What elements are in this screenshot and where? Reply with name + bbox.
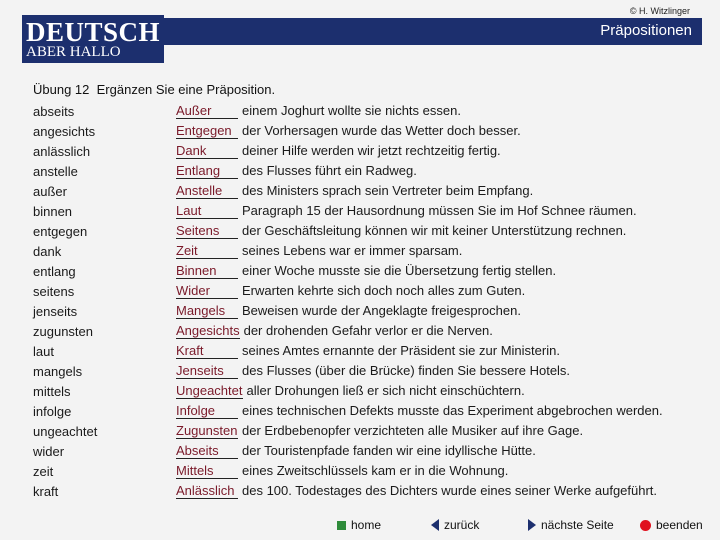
answer-blank[interactable]: Anlässlich bbox=[176, 483, 238, 499]
next-page-button[interactable] bbox=[528, 517, 614, 533]
sentence-row bbox=[176, 222, 663, 242]
word-item: zeit bbox=[33, 464, 54, 479]
home-button[interactable] bbox=[337, 517, 381, 533]
sentence-text: der Vorhersagen wurde das Wetter doch besser. bbox=[242, 123, 521, 138]
sentence-text: der Erdbebenopfer verzichteten alle Musiker auf ihre Gage. bbox=[242, 423, 584, 438]
sentence-text: aller Drohungen ließ er sich nicht einschüchtern. bbox=[246, 383, 525, 398]
sentence-text: des 100. Todestages des Dichters wurde eines seiner Werke aufgeführt. bbox=[242, 483, 658, 498]
sentence-row bbox=[176, 102, 663, 122]
sentence-text: eines technischen Defekts musste das Experiment abgebrochen werden. bbox=[242, 403, 663, 418]
word-item: außer bbox=[33, 184, 67, 199]
word-item: seitens bbox=[33, 284, 75, 299]
exercise-number: Übung 12 bbox=[33, 82, 90, 97]
sentence-row bbox=[176, 342, 663, 362]
sentence-text: seines Lebens war er immer sparsam. bbox=[242, 243, 463, 258]
sentence-text: der Touristenpfade fanden wir eine idyllische Hütte. bbox=[242, 443, 536, 458]
sentence-row bbox=[176, 162, 663, 182]
back-button[interactable] bbox=[431, 517, 479, 533]
word-item: jenseits bbox=[33, 304, 78, 319]
red-dot-icon bbox=[640, 520, 651, 531]
sentence-row bbox=[176, 242, 663, 262]
sentence-row bbox=[176, 262, 663, 282]
sentence-row bbox=[176, 382, 663, 402]
sentence-row bbox=[176, 482, 663, 502]
sentence-row bbox=[176, 362, 663, 382]
answer-blank[interactable]: Dank bbox=[176, 143, 238, 159]
logo-main-text: DEUTSCH bbox=[25, 17, 161, 47]
home-label: home bbox=[351, 518, 382, 532]
sentence-text: des Flusses (über die Brücke) finden Sie bessere Hotels. bbox=[242, 363, 571, 378]
end-label: beenden bbox=[656, 518, 703, 532]
answer-blank[interactable]: Entgegen bbox=[176, 123, 238, 139]
sentence-text: Beweisen wurde der Angeklagte freigesprochen. bbox=[242, 303, 521, 318]
word-item: zugunsten bbox=[33, 324, 93, 339]
sentence-text: des Ministers sprach sein Vertreter beim Empfang. bbox=[242, 183, 534, 198]
sentence-row bbox=[176, 202, 663, 222]
answer-blank[interactable]: Wider bbox=[176, 283, 238, 299]
word-list bbox=[33, 103, 97, 503]
sentence-text: deiner Hilfe werden wir jetzt rechtzeitig fertig. bbox=[242, 143, 501, 158]
sentence-text: einer Woche musste sie die Übersetzung fertig stellen. bbox=[242, 263, 557, 278]
answer-blank[interactable]: Ungeachtet bbox=[176, 383, 243, 398]
answer-blank[interactable]: Infolge bbox=[176, 403, 238, 419]
word-item: dank bbox=[33, 244, 62, 259]
page-title: Präpositionen bbox=[600, 22, 692, 39]
answer-blank[interactable]: Kraft bbox=[176, 343, 238, 359]
word-item: laut bbox=[33, 344, 54, 359]
answer-blank[interactable]: Außer bbox=[176, 103, 238, 119]
answer-blank[interactable]: Mangels bbox=[176, 303, 238, 319]
next-label: nächste Seite bbox=[541, 518, 614, 532]
answer-blank[interactable]: Laut bbox=[176, 203, 238, 219]
arrow-right-icon bbox=[528, 519, 536, 531]
word-item: binnen bbox=[33, 204, 73, 219]
answer-blank[interactable]: Mittels bbox=[176, 463, 238, 479]
answer-blank[interactable]: Seitens bbox=[176, 223, 238, 239]
sentence-text: Paragraph 15 der Hausordnung müssen Sie im Hof Schnee räumen. bbox=[242, 203, 637, 218]
word-item: mangels bbox=[33, 364, 83, 379]
sentence-row bbox=[176, 402, 663, 422]
sentence-text: der drohenden Gefahr verlor er die Nerven. bbox=[243, 323, 493, 338]
word-item: angesichts bbox=[33, 124, 96, 139]
sentence-row bbox=[176, 282, 663, 302]
sentence-text: der Geschäftsleitung können wir mit keiner Unterstützung rechnen. bbox=[242, 223, 627, 238]
sentence-text: des Flusses führt ein Radweg. bbox=[242, 163, 417, 178]
sentence-row bbox=[176, 182, 663, 202]
answer-blank[interactable]: Zugunsten bbox=[176, 423, 238, 438]
word-item: wider bbox=[33, 444, 65, 459]
end-button[interactable] bbox=[640, 517, 703, 533]
answer-blank[interactable]: Zeit bbox=[176, 243, 238, 259]
sentence-row bbox=[176, 422, 663, 442]
word-item: anstelle bbox=[33, 164, 78, 179]
word-item: anlässlich bbox=[33, 144, 91, 159]
exercise-heading bbox=[33, 82, 275, 97]
sentence-row bbox=[176, 302, 663, 322]
answer-blank[interactable]: Abseits bbox=[176, 443, 238, 459]
sentence-row bbox=[176, 122, 663, 142]
word-item: entgegen bbox=[33, 224, 88, 239]
logo bbox=[22, 15, 164, 63]
answer-blank[interactable]: Angesichts bbox=[176, 323, 240, 338]
logo-sub-text: ABER HALLO bbox=[26, 44, 121, 60]
answer-blank[interactable]: Binnen bbox=[176, 263, 238, 279]
back-label: zurück bbox=[444, 518, 480, 532]
word-item: entlang bbox=[33, 264, 76, 279]
arrow-left-icon bbox=[431, 519, 439, 531]
title-bar bbox=[164, 18, 702, 45]
sentence-text: seines Amtes ernannte der Präsident sie zur Ministerin. bbox=[242, 343, 560, 358]
home-square-icon bbox=[337, 521, 346, 530]
sentence-row bbox=[176, 442, 663, 462]
sentence-text: Erwarten kehrte sich doch noch alles zum Guten. bbox=[242, 283, 526, 298]
word-item: infolge bbox=[33, 404, 72, 419]
sentence-row bbox=[176, 322, 663, 342]
copyright-text: © H. Witzlinger bbox=[629, 6, 690, 16]
word-item: ungeachtet bbox=[33, 424, 98, 439]
word-item: mittels bbox=[33, 384, 71, 399]
sentence-text: eines Zweitschlüssels kam er in die Wohnung. bbox=[242, 463, 509, 478]
word-item: abseits bbox=[33, 104, 75, 119]
word-item: kraft bbox=[33, 484, 59, 499]
answer-blank[interactable]: Jenseits bbox=[176, 363, 238, 379]
sentence-text: einem Joghurt wollte sie nichts essen. bbox=[242, 103, 461, 118]
sentence-list bbox=[176, 102, 663, 502]
exercise-instruction: Ergänzen Sie eine Präposition. bbox=[96, 82, 276, 97]
sentence-row bbox=[176, 142, 663, 162]
sentence-row bbox=[176, 462, 663, 482]
answer-blank[interactable]: Anstelle bbox=[176, 183, 238, 199]
answer-blank[interactable]: Entlang bbox=[176, 163, 238, 179]
